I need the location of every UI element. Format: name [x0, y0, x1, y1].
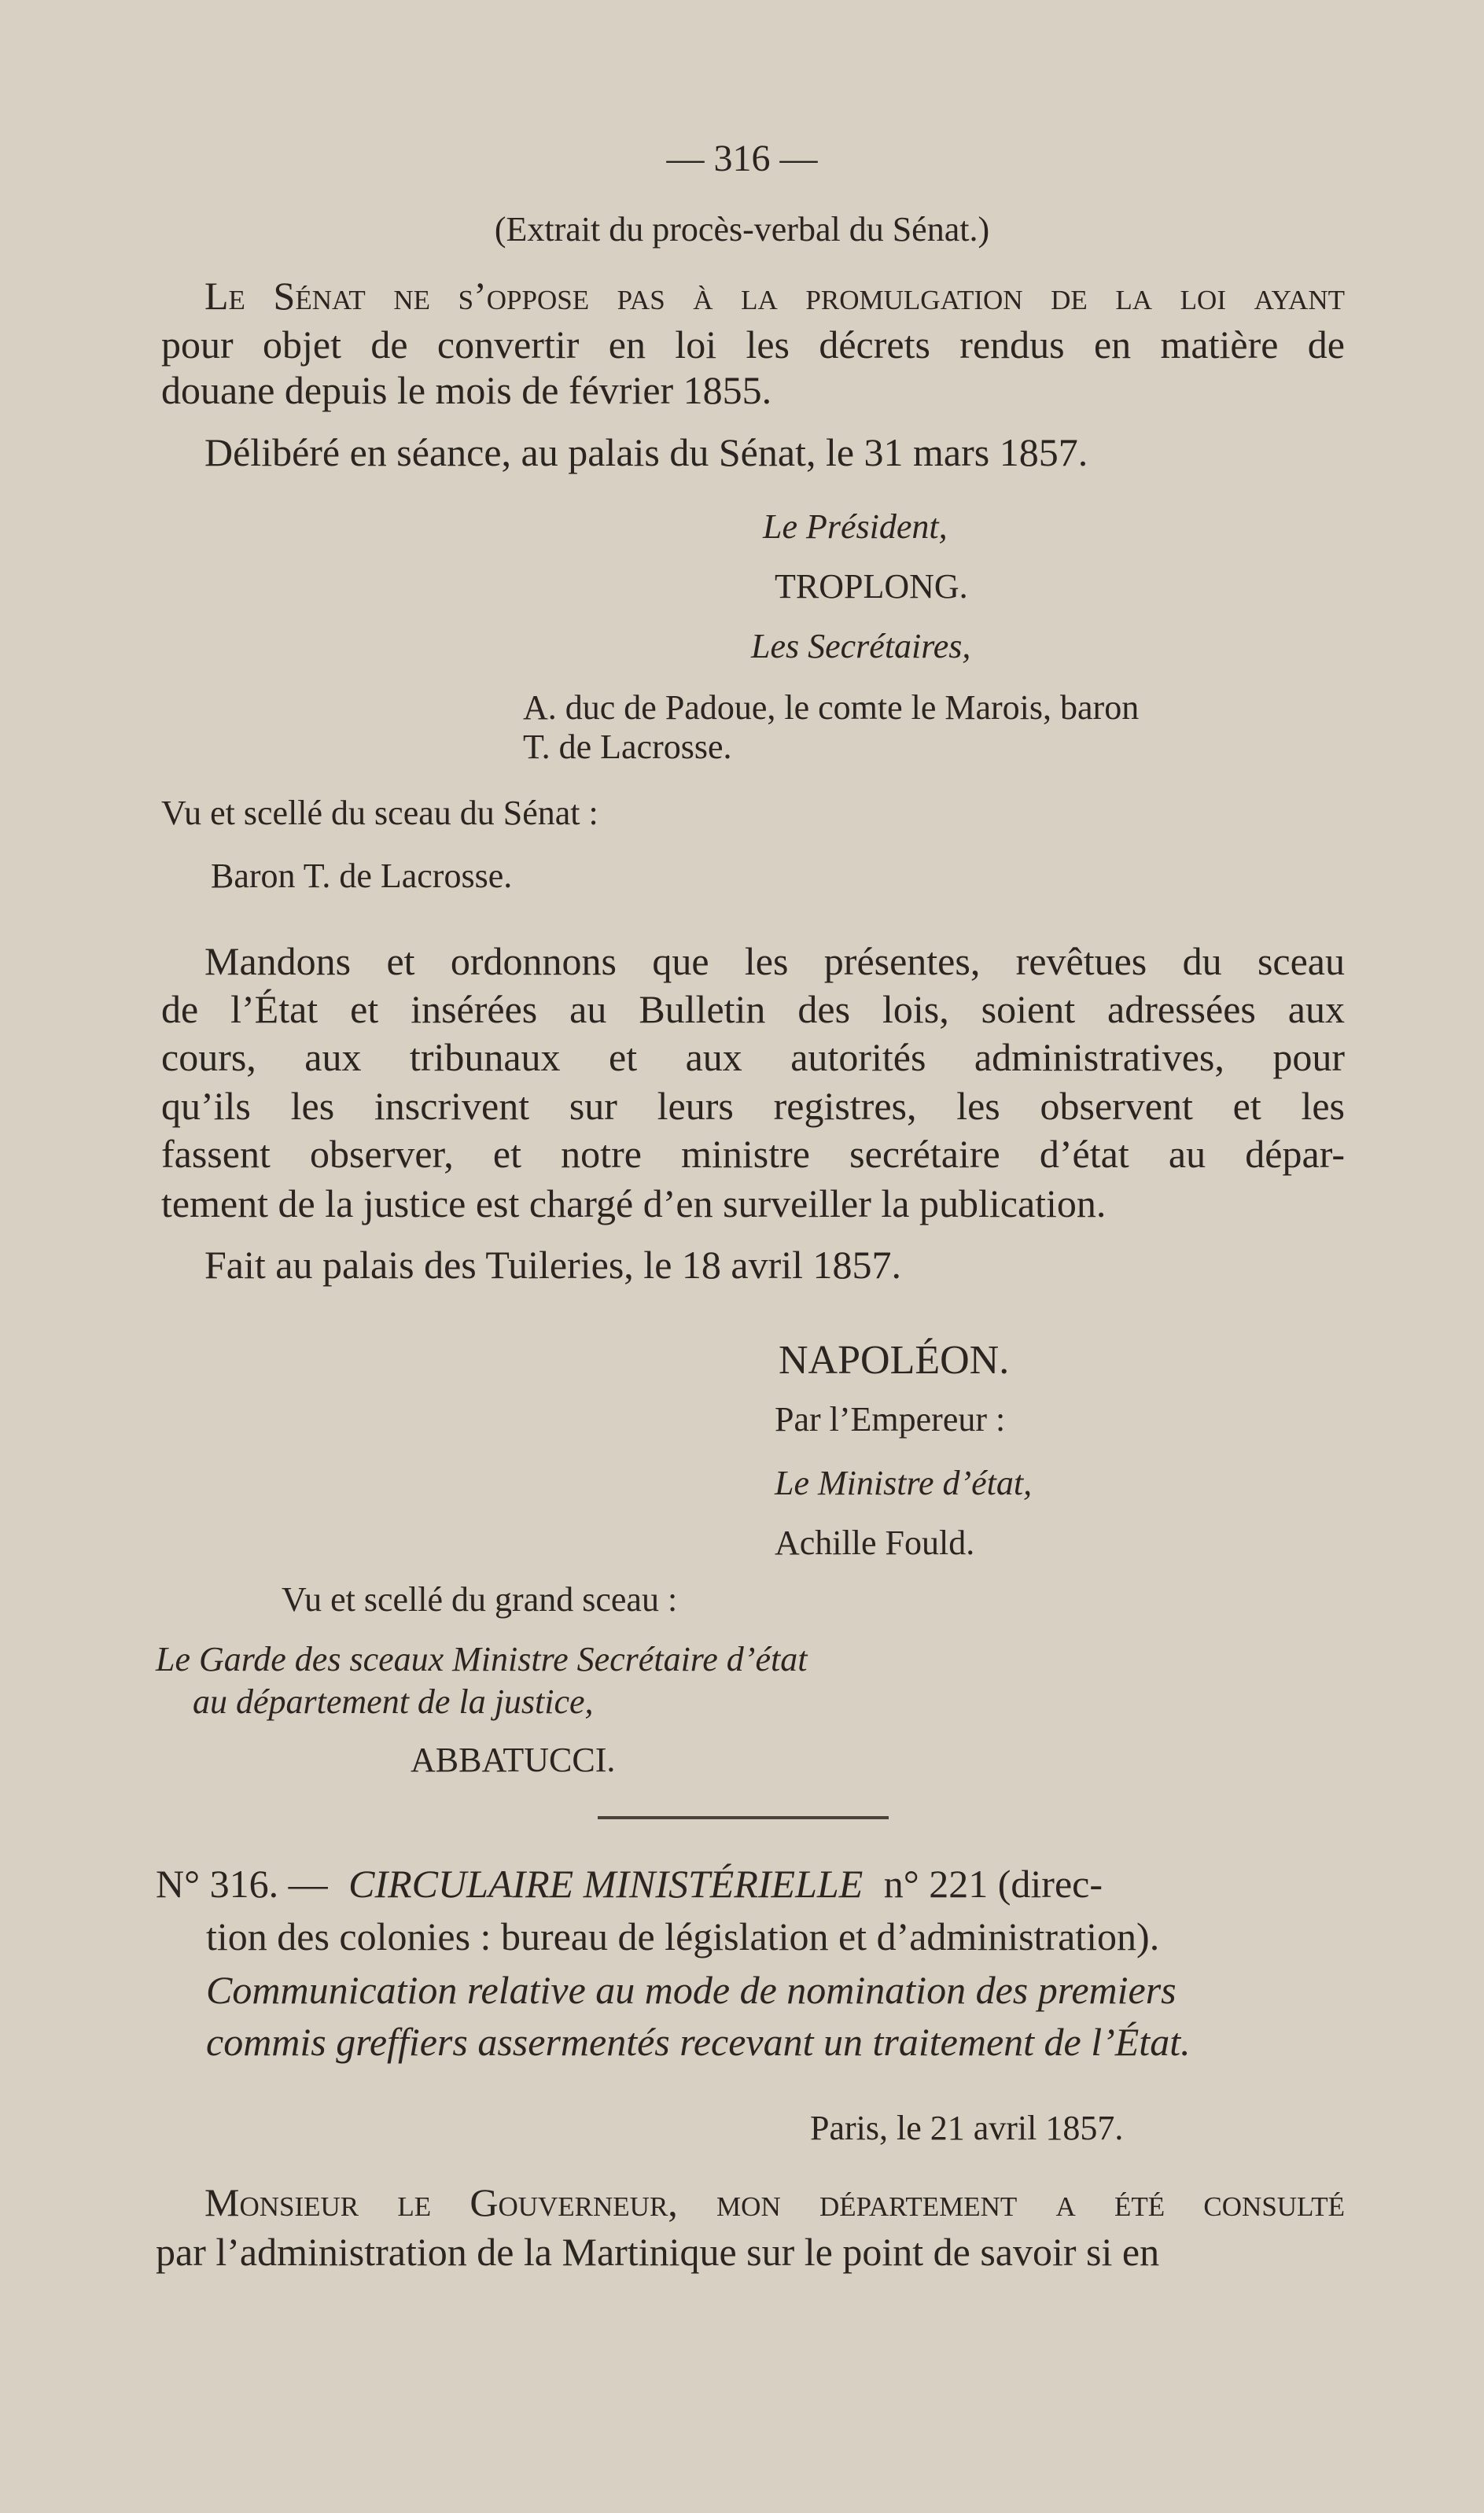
mandons-line-3: cours, aux tribunaux et aux autorités administratives, pour	[161, 1035, 1345, 1079]
circulaire-date: Paris, le 21 avril 1857.	[810, 2109, 1124, 2147]
mandons-line-6: tement de la justice est chargé d’en surveiller la publication.	[161, 1181, 1107, 1225]
circulaire-number: N° 316. —	[156, 1862, 328, 1906]
garde-line-2: au département de la justice,	[193, 1682, 594, 1721]
page-number: — 316 —	[666, 138, 818, 179]
grand-seal-text: Vu et scellé du grand sceau :	[282, 1580, 678, 1619]
mandons-line-4: qu’ils les inscrivent sur leurs registres, les observent et les	[161, 1084, 1345, 1128]
circulaire-body-2: par l’administration de la Martinique sur le point de savoir si en	[156, 2230, 1160, 2274]
mandons-line-1-text: Mandons et ordonnons que les présentes, revêtues du sceau	[204, 939, 1345, 983]
garde-line-1: Le Garde des sceaux Ministre Secrétaire d’état	[156, 1640, 808, 1678]
circulaire-line-2: tion des colonies : bureau de législation et d’administration).	[206, 1914, 1160, 1958]
minister-title: Le Ministre d’état,	[775, 1464, 1033, 1502]
fait-line: Fait au palais des Tuileries, le 18 avril 1857.	[204, 1243, 902, 1287]
circulaire-line-1	[156, 1860, 1103, 1907]
secretaries-title: Les Secrétaires,	[751, 627, 971, 665]
mandons-line-5: fassent observer, et notre ministre secrétaire d’état au dépar-	[161, 1132, 1345, 1176]
mandons-line-1	[204, 938, 1345, 985]
mandons-line-2: de l’État et insérées au Bulletin des lois, soient adressées aux	[161, 987, 1345, 1031]
secretaries-line-2: T. de Lacrosse.	[523, 728, 732, 766]
secretaries-line-1: A. duc de Padoue, le comte le Marois, baron	[523, 688, 1140, 727]
minister-name: Achille Fould.	[775, 1524, 975, 1562]
senat-seal-name: Baron T. de Lacrosse.	[211, 857, 513, 895]
senat-line-2: pour objet de convertir en loi les décrets rendus en matière de	[161, 322, 1345, 367]
president-title: Le Président,	[763, 507, 948, 546]
garde-name: ABBATUCCI.	[411, 1741, 616, 1779]
deliberation-line: Délibéré en séance, au palais du Sénat, le 31 mars 1857.	[204, 430, 1088, 474]
senat-seal-text: Vu et scellé du sceau du Sénat :	[161, 794, 598, 832]
circulaire-title: CIRCULAIRE MINISTÉRIELLE	[348, 1862, 864, 1906]
par-empereur: Par l’Empereur :	[775, 1400, 1006, 1439]
circulaire-body-1-text: Monsieur le Gouverneur, mon département a été consulté	[204, 2180, 1345, 2224]
circulaire-line-3: Communication relative au mode de nomination des premiers	[206, 1968, 1177, 2012]
emperor-name: NAPOLÉON.	[779, 1338, 1010, 1383]
senat-line-3: douane depuis le mois de février 1855.	[161, 368, 772, 412]
extract-subtitle: (Extrait du procès-verbal du Sénat.)	[494, 210, 990, 249]
president-name: TROPLONG.	[775, 567, 968, 606]
senat-line-1	[204, 272, 1345, 319]
circulaire-body-1	[204, 2179, 1345, 2226]
circulaire-line-1-rest: n° 221 (direc-	[883, 1862, 1103, 1906]
circulaire-line-4: commis greffiers assermentés recevant un traitement de l’État.	[206, 2020, 1191, 2064]
senat-line-1-text: Le Sénat ne s’oppose pas à la promulgation de la loi ayant	[204, 274, 1345, 318]
section-divider	[598, 1816, 889, 1819]
